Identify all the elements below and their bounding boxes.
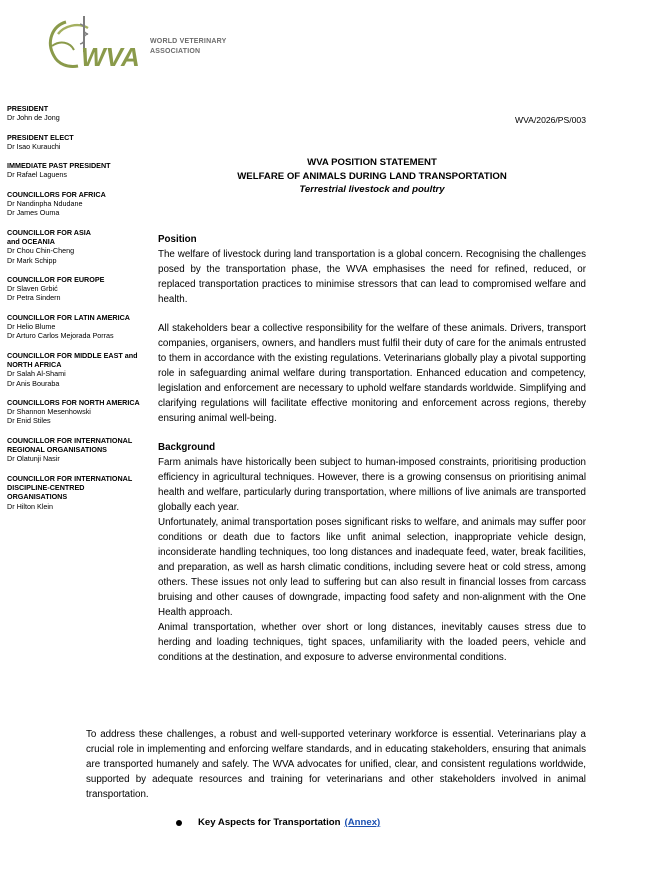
council-role: IMMEDIATE PAST PRESIDENT [7, 161, 111, 171]
council-group [7, 436, 153, 464]
council-member-name: Dr Nandinpha Ndudane [7, 199, 83, 209]
org-name: WORLD VETERINARY ASSOCIATION [150, 38, 227, 55]
council-sidebar [7, 104, 153, 521]
council-group [7, 398, 153, 426]
council-member-name: Dr James Ouma [7, 208, 60, 218]
council-member-name: Dr Arturo Carlos Mejorada Porras [7, 331, 114, 341]
council-group [7, 161, 153, 180]
closing-section [86, 727, 586, 802]
council-group [7, 104, 153, 123]
council-member-name: Dr Enid Stiles [7, 416, 51, 426]
title-line-2: WELFARE OF ANIMALS DURING LAND TRANSPORTATION [237, 170, 507, 182]
council-member-name: Dr Rafael Laguens [7, 170, 67, 180]
bullet-label: Key Aspects for Transportation [198, 817, 341, 828]
background-paragraph-3: Animal transportation, whether over short or long distances, inevitably causes stress due to herding and loading techniques, tight spaces, unfamiliarity with the loaded peers, vehicle and conditions at the destination, and exposure to adverse environmental conditions. [158, 622, 586, 663]
document-reference: WVA/2026/PS/003 [514, 115, 586, 125]
council-role: COUNCILLOR FOR INTERNATIONAL DISCIPLINE-CENTRED ORGANISATIONS [7, 473, 133, 502]
position-heading: Position [158, 234, 197, 245]
background-heading: Background [158, 442, 216, 453]
council-member-name: Dr Chou Chin-Cheng [7, 246, 75, 256]
council-role: COUNCILLORS FOR AFRICA [7, 189, 106, 199]
council-role: PRESIDENT [7, 104, 49, 113]
key-aspects-bullet [176, 817, 380, 828]
council-member-name: Dr Salah Al-Shami [7, 369, 66, 379]
council-role: COUNCILLORS FOR NORTH AMERICA [7, 397, 140, 407]
council-role: COUNCILLOR FOR MIDDLE EAST and NORTH AFRICA [7, 350, 138, 369]
title-line-1: WVA POSITION STATEMENT [307, 157, 437, 168]
council-member-name: Dr Helio Blume [7, 322, 56, 332]
council-member-name: Dr Hilton Klein [7, 501, 53, 511]
council-group [7, 133, 153, 152]
council-member-name: Dr Isao Kurauchi [7, 141, 61, 151]
council-role: PRESIDENT ELECT [7, 132, 74, 142]
council-member-name: Dr Slaven Grbić [7, 284, 58, 294]
council-role: COUNCILLOR FOR ASIA and OCEANIA [7, 227, 91, 246]
council-group [7, 351, 153, 388]
council-group [7, 474, 153, 511]
position-paragraph-2: All stakeholders bear a collective responsibility for the welfare of these animals. Drivers, transport companies, organisers, owners, and handlers must fulfil their duty of care for the animals entrusted to them in accordance with the existing regulations. Veterinarians globally play a pivotal supporting role in safeguarding animal welfare during transportation. Enhanced education and competency, legislation and enforcement are necessary to uphold welfare standards worldwide. Simplifying and clarifying regulations will facilitate effective monitoring and enforcement across regions, thereby ensuring animal well-being. [158, 323, 587, 424]
council-role: COUNCILLOR FOR EUROPE [7, 274, 105, 284]
background-paragraph-2: Unfortunately, animal transportation poses significant risks to welfare, and animals may suffer poor conditions or death due to factors like unfit animal selection, inappropriate vehicle design, inconsiderate handling techniques, too long distances and inadequate feed, water, break facilities, and preparation, as well as harsh climatic conditions, including severe heat or cold stress, among others. These issues not only lead to suffering but can also result in financial losses from carcass bruising and other causes of downgrade, impacting food safety and non-alignment with the One Health approach. [158, 517, 586, 618]
annex-link[interactable]: (Annex) [344, 817, 381, 828]
council-member-name: Dr Olatunji Nasir [7, 454, 60, 464]
council-group [7, 275, 153, 303]
closing-paragraph: To address these challenges, a robust and well-supported veterinary workforce is essential. Veterinarians play a crucial role in implementing and enforcing welfare standards, and in educating stakeholders, ensuring that animals are transported humanely and safely. The WVA advocates for unified, clear, and consistent regulations worldwide, supported by adequate resources and training for veterinarians and other stakeholders involved in animal transportation. [86, 729, 586, 800]
council-member-name: Dr Shannon Mesenhowski [7, 407, 91, 417]
logo-wordmark: WVA [81, 42, 140, 72]
council-member-name: Dr Anis Bouraba [7, 378, 60, 388]
council-member-name: Dr Mark Schipp [7, 255, 57, 265]
background-paragraph-1: Farm animals have historically been subject to human-imposed constraints, prioritising production efficiency in agricultural techniques. However, there is a growing consensus on prioritising animal health and welfare, particularly during transportation, where millions of live animals are transported globally each year. [158, 457, 586, 513]
council-group [7, 228, 153, 265]
bullet-icon [176, 820, 182, 826]
council-member-name: Dr Petra Sindern [7, 293, 61, 303]
council-group [7, 190, 153, 218]
council-role: COUNCILLOR FOR LATIN AMERICA [7, 312, 130, 322]
statement-body [158, 232, 586, 665]
position-paragraph-1: The welfare of livestock during land transportation is a global concern. Recognising the challenges posed by the transportation phase, the WVA emphasises the need for refined, reduced, or replaced transportation practices to minimise stressors that can lead to compromised welfare and health. [158, 249, 586, 305]
council-role: COUNCILLOR FOR INTERNATIONAL REGIONAL ORGANISATIONS [7, 435, 133, 455]
wva-logo-icon [44, 12, 144, 74]
council-group [7, 313, 153, 341]
council-member-name: Dr John de Jong [7, 113, 60, 123]
letterhead [44, 12, 344, 78]
title-subtitle: Terrestrial livestock and poultry [299, 184, 445, 195]
document-title [158, 156, 586, 197]
